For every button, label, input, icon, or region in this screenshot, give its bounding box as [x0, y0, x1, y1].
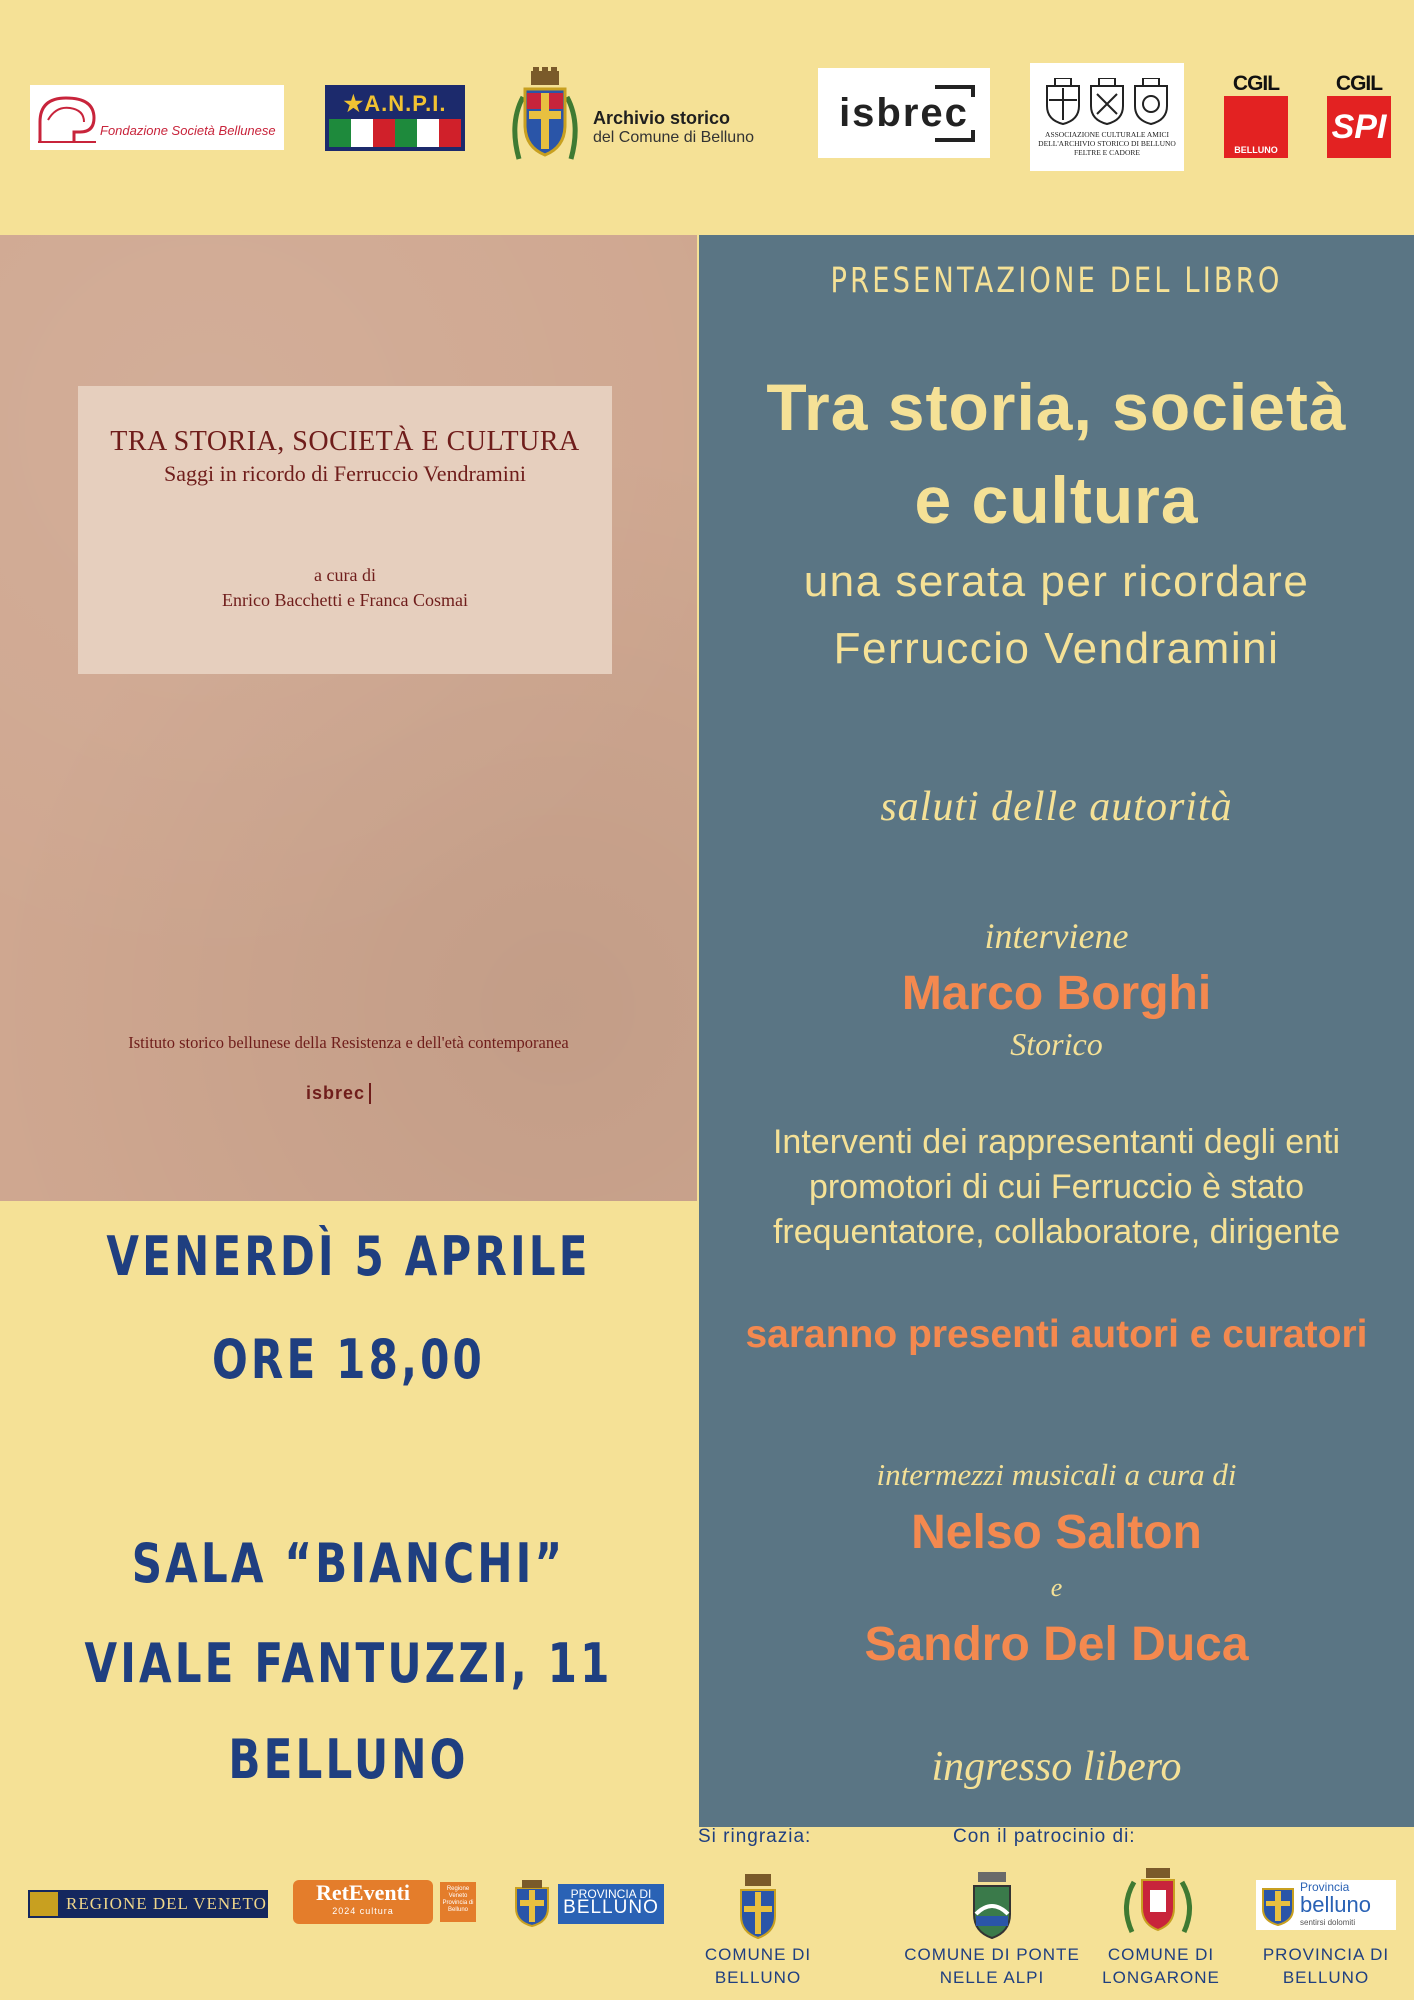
isbrec-logo	[818, 68, 990, 158]
archivio-storico-logo	[505, 62, 780, 174]
lion-icon	[30, 1892, 58, 1916]
comune-belluno-crest-icon	[737, 1872, 779, 1940]
musician-conjunction: e	[1050, 1573, 1063, 1602]
comune-longarone-crest-icon	[1120, 1866, 1196, 1938]
free-entry-text: ingresso libero	[931, 1744, 1182, 1790]
archivio-title: Archivio storico	[593, 107, 731, 128]
cgil-belluno-logo	[1222, 72, 1290, 162]
speaker-role: Storico	[1010, 1026, 1103, 1062]
star-icon: ★	[343, 91, 365, 116]
event-city: BELLUNO	[228, 1728, 469, 1791]
cgil-label: CGIL	[1335, 72, 1383, 95]
belluno-coat-of-arms-icon	[505, 63, 585, 173]
authors-present-text: saranno presenti autori e curatori	[745, 1313, 1368, 1356]
provincia-shield-icon	[512, 1880, 552, 1928]
musician-2: Sandro Del Duca	[864, 1618, 1249, 1671]
provincia-tagline: sentirsi dolomiti	[1300, 1918, 1356, 1927]
book-publisher-logo: isbrec	[306, 1083, 371, 1104]
event-info-panel	[699, 235, 1414, 1827]
reteventi-sub: 2024 cultura	[332, 1906, 394, 1916]
book-publisher-institute: Istituto storico bellunese della Resistenza e dell'età contemporanea	[128, 1033, 569, 1052]
bracket-icon	[935, 85, 975, 97]
event-date: VENERDÌ 5 APRILE	[106, 1225, 591, 1288]
book-editors: Enrico Bacchetti e Franca Cosmai	[222, 590, 468, 610]
provincia-belluno-logo	[512, 1878, 668, 1930]
music-intro: intermezzi musicali a cura di	[876, 1457, 1237, 1492]
comune-longarone-label: COMUNE DI LONGARONE	[1102, 1945, 1220, 1987]
book-cover-label	[78, 386, 612, 674]
provincia-word: Provincia	[1300, 1880, 1350, 1894]
cgil-label: CGIL	[1232, 72, 1280, 95]
comune-ponte-crest-icon	[970, 1870, 1014, 1940]
greetings-text: saluti delle autorità	[880, 784, 1233, 830]
provincia-label: PROVINCIA DI	[570, 1887, 652, 1901]
comune-ponte-label: COMUNE DI PONTE NELLE ALPI	[904, 1945, 1080, 1987]
bracket-icon	[935, 130, 975, 142]
provincia-belluno-label: PROVINCIA DI BELLUNO	[1262, 1945, 1390, 1987]
associazione-label: ASSOCIAZIONE CULTURALE AMICI DELL'ARCHIVIO STORICO DI BELLUNO FELTRE E CADORE	[1038, 129, 1176, 157]
event-title-line2: e cultura	[914, 463, 1199, 537]
book-cover-image	[0, 235, 697, 1201]
book-editors-intro: a cura di	[314, 565, 376, 585]
reteventi-logo	[293, 1880, 433, 1924]
isbrec-label: isbrec	[839, 90, 969, 135]
anpi-label: ★A.N.P.I.	[343, 91, 447, 116]
patronage-label: Con il patrocinio di:	[953, 1826, 1136, 1847]
event-address: VIALE FANTUZZI, 11	[84, 1632, 613, 1695]
provincia-name: BELLUNO	[563, 1897, 659, 1918]
regione-provincia-small-logo: Regione Veneto Provincia di Belluno	[440, 1882, 476, 1922]
regione-veneto-label: REGIONE DEL VENETO	[66, 1894, 267, 1913]
three-shields-icon	[1043, 78, 1171, 126]
italian-flag-icon	[329, 119, 461, 147]
event-venue: SALA “BIANCHI”	[131, 1532, 566, 1595]
archivio-subtitle: del Comune di Belluno	[593, 128, 754, 146]
regione-veneto-logo	[28, 1890, 268, 1918]
event-subtitle-line1: una serata per ricordare	[803, 557, 1310, 606]
event-time: ORE 18,00	[212, 1328, 485, 1391]
spi-label: SPI	[1327, 96, 1391, 158]
anpi-logo	[325, 85, 465, 151]
fondazione-label: Fondazione Società Bellunese	[100, 123, 276, 138]
associazione-amici-archivio-logo	[1030, 63, 1184, 171]
comune-belluno-label: COMUNE DI BELLUNO	[704, 1945, 812, 1987]
presentation-kicker: PRESENTAZIONE DEL LIBRO	[830, 261, 1283, 301]
speaker-intro: interviene	[984, 916, 1129, 956]
cgil-belluno-label: BELLUNO	[1224, 96, 1288, 158]
provincia-shield-icon	[1260, 1883, 1296, 1927]
provincia-belluno-dolomiti-logo	[1256, 1880, 1396, 1930]
book-subtitle: Saggi in ricordo di Ferruccio Vendramini	[164, 461, 526, 486]
interventions-text: Interventi dei rappresentanti degli enti promotori di cui Ferruccio è stato frequentatore, collaboratore, dirigente	[772, 1123, 1341, 1251]
fondazione-societa-bellunese-logo	[30, 85, 284, 150]
book-title: TRA STORIA, SOCIETÀ E CULTURA	[110, 426, 580, 457]
event-title-line1: Tra storia, società	[766, 370, 1347, 444]
musician-1: Nelso Salton	[911, 1506, 1202, 1559]
cgil-spi-logo	[1325, 72, 1393, 162]
speaker-name: Marco Borghi	[901, 967, 1212, 1020]
tree-icon	[36, 92, 98, 144]
thanks-label: Si ringrazia:	[698, 1826, 812, 1847]
event-subtitle-line2: Ferruccio Vendramini	[833, 624, 1280, 673]
reteventi-label: RetEventi	[315, 1880, 411, 1905]
provincia-name: belluno	[1300, 1892, 1371, 1917]
